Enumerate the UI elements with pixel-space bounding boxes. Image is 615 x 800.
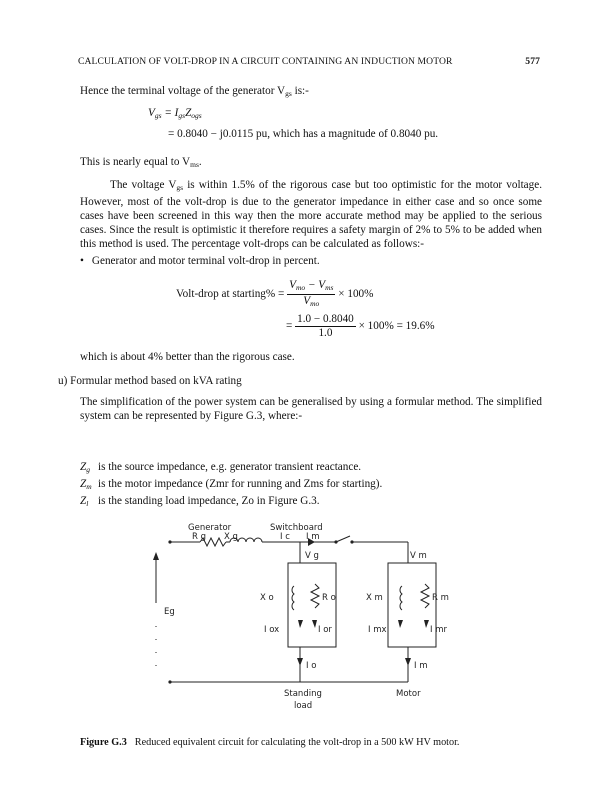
paragraph-terminal-voltage: Hence the terminal voltage of the generator $V_{gs}$ is:- bbox=[80, 85, 309, 98]
label-load: load bbox=[294, 701, 313, 711]
equation-voltdrop-value: = $\frac{1.0 - 0.8040}{1.0}$ × 100% = 19.6% bbox=[286, 313, 435, 339]
label-ior: I or bbox=[318, 625, 332, 635]
resistor-ro bbox=[311, 584, 319, 608]
header-title: CALCULATION OF VOLT-DROP IN A CIRCUIT CONTAINING AN INDUCTION MOTOR bbox=[78, 56, 453, 67]
equation-vgs: $V_{gs} = I_{gs}Z_{ogs}$ bbox=[148, 107, 202, 120]
label-imx: I mx bbox=[368, 625, 387, 635]
figure-caption bbox=[80, 737, 459, 748]
label-im-bottom: I m bbox=[414, 661, 428, 671]
source-arrow-head bbox=[153, 552, 159, 560]
label-rm: R m bbox=[432, 593, 449, 603]
paragraph-formular: The simplification of the power system can be generalised by using a formular method. The simplified system can be represented by Figure G.3, where:- bbox=[80, 396, 542, 422]
inductor-xm bbox=[400, 586, 402, 610]
definition-zl: $Z_l$ is the standing load impedance, Zo in Figure G.3. bbox=[80, 495, 320, 508]
label-xo: X o bbox=[260, 593, 274, 603]
label-generator: Generator bbox=[188, 523, 232, 533]
switch-blade bbox=[336, 536, 350, 542]
label-xg: X g bbox=[224, 532, 238, 542]
label-eg: Eg bbox=[164, 607, 175, 617]
equation-voltdrop-formula: Volt-drop at starting% = $\frac{V_{mo} - V_{ms}}{V_{mo}}$ × 100% bbox=[176, 279, 374, 308]
label-ro: R o bbox=[322, 593, 336, 603]
paragraph-optimistic: The voltage $V_{gs}$ is within 1.5% of the rigorous case but too optimistic for the motor voltage. However, most of the volt-drop is due to the generator impedance in either case and so once some cases have been screened in this way then the more accurate method may be applied to the serious cases. Since the result is optimistic it therefore requires a safety margin of 2% to 5% to be added when this method is used. The percentage volt-drops can be calculated as follows:- bbox=[80, 179, 542, 250]
inductor-xo bbox=[292, 586, 294, 610]
caption-label: Figure G.3 bbox=[80, 737, 127, 748]
paragraph-better: which is about 4% better than the rigorous case. bbox=[80, 351, 295, 363]
label-motor: Motor bbox=[396, 689, 421, 699]
paragraph-nearly-equal: This is nearly equal to $V_{ms}$. bbox=[80, 156, 202, 169]
circuit-diagram bbox=[140, 518, 449, 718]
label-standing: Standing bbox=[284, 689, 322, 699]
label-vg: V g bbox=[305, 551, 319, 561]
definition-zg: $Z_g$ is the source impedance, e.g. generator transient reactance. bbox=[80, 461, 362, 474]
label-rg: R g bbox=[192, 532, 207, 542]
bullet-item: • Generator and motor terminal volt-drop in percent. bbox=[80, 255, 320, 267]
label-io: I o bbox=[306, 661, 317, 671]
equation-vgs-value: = 0.8040 − j0.0115 pu, which has a magnitude of 0.8040 pu. bbox=[168, 128, 439, 140]
label-ic: I c bbox=[280, 532, 290, 542]
label-xm: X m bbox=[366, 593, 383, 603]
definition-list bbox=[80, 460, 382, 511]
label-switchboard: Switchboard bbox=[270, 523, 323, 533]
label-im-top: I m bbox=[306, 532, 320, 542]
resistor-rm bbox=[421, 584, 429, 608]
caption-text: Reduced equivalent circuit for calculating the volt-drop in a 500 kW HV motor. bbox=[134, 737, 460, 748]
label-imr: I mr bbox=[430, 625, 447, 635]
motor-box bbox=[388, 563, 436, 647]
section-heading: u) Formular method based on kVA rating bbox=[58, 375, 242, 387]
label-vm: V m bbox=[410, 551, 427, 561]
definition-zm: $Z_m$ is the motor impedance (Zmr for running and Zms for starting). bbox=[80, 478, 383, 491]
running-header bbox=[78, 56, 540, 67]
label-iox: I ox bbox=[264, 625, 280, 635]
page-number: 577 bbox=[525, 56, 540, 67]
